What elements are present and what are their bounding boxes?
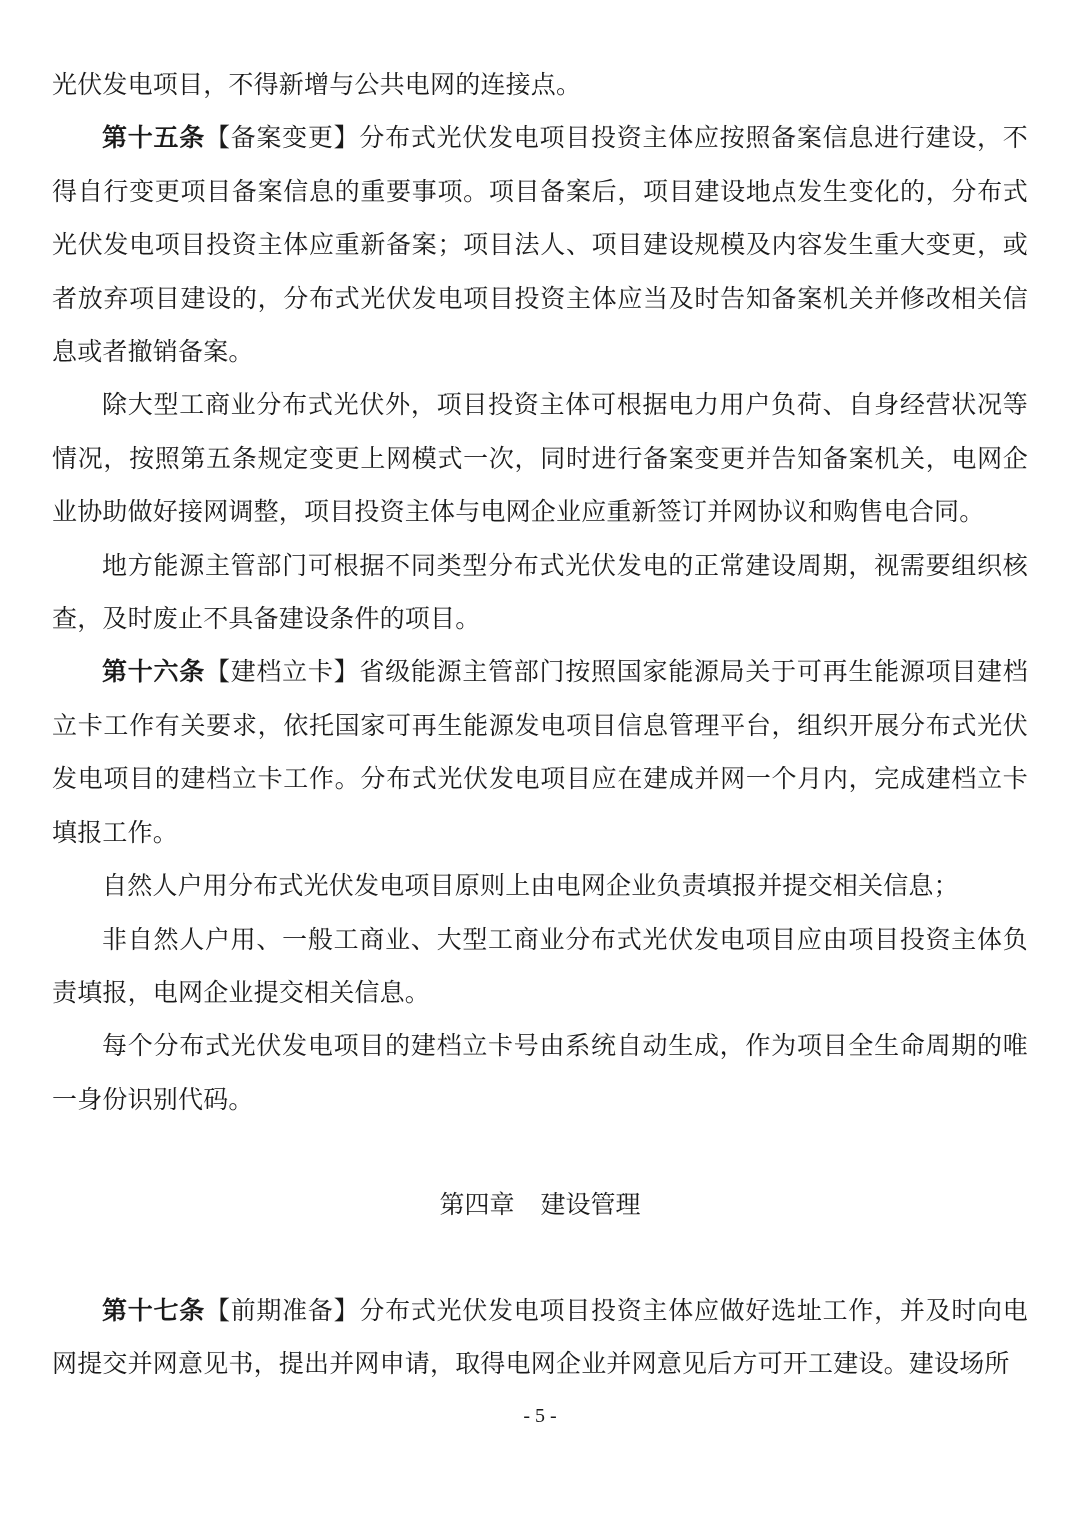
article-16-clause-4 xyxy=(52,1019,1028,1126)
chapter-title: 建设管理 xyxy=(540,1190,641,1220)
article-number: 第十七条 xyxy=(102,1295,205,1325)
paragraph-text: 自然人户用分布式光伏发电项目原则上由电网企业负责填报并提交相关信息； xyxy=(102,871,959,901)
article-15-clause-3 xyxy=(52,539,1028,646)
chapter-heading xyxy=(52,1126,1028,1283)
article-15-clause-2 xyxy=(52,378,1028,538)
article-number: 第十五条 xyxy=(102,123,205,153)
paragraph-text: 【前期准备】分布式光伏发电项目投资主体应做好选址工作，并及时向电网提交并网意见书，提出并网申请，取得电网企业并网意见后方可开工建设。建设场所 xyxy=(52,1295,1028,1378)
paragraph-continuation xyxy=(52,58,1028,111)
paragraph-text: 【建档立卡】省级能源主管部门按照国家能源局关于可再生能源项目建档立卡工作有关要求，依托国家可再生能源发电项目信息管理平台，组织开展分布式光伏发电项目的建档立卡工作。分布式光伏发电项目应在建成并网一个月内，完成建档立卡填报工作。 xyxy=(52,657,1028,847)
paragraph-text: 每个分布式光伏发电项目的建档立卡号由系统自动生成，作为项目全生命周期的唯一身份识别代码。 xyxy=(52,1031,1028,1114)
article-17-paragraph xyxy=(52,1284,1028,1391)
document-body xyxy=(52,58,1028,1390)
paragraph-text: 光伏发电项目，不得新增与公共电网的连接点。 xyxy=(52,70,582,99)
chapter-number: 第四章 xyxy=(439,1190,515,1220)
paragraph-text: 除大型工商业分布式光伏外，项目投资主体可根据电力用户负荷、自身经营状况等情况，按照第五条规定变更上网模式一次，同时进行备案变更并告知备案机关，电网企业协助做好接网调整，项目投资主体与电网企业应重新签订并网协议和购售电合同。 xyxy=(52,390,1028,527)
paragraph-text: 非自然人户用、一般工商业、大型工商业分布式光伏发电项目应由项目投资主体负责填报，电网企业提交相关信息。 xyxy=(52,924,1028,1007)
paragraph-text: 地方能源主管部门可根据不同类型分布式光伏发电的正常建设周期，视需要组织核查，及时废止不具备建设条件的项目。 xyxy=(52,550,1028,634)
article-16-paragraph xyxy=(52,645,1028,859)
article-number: 第十六条 xyxy=(102,657,205,687)
paragraph-text: 【备案变更】分布式光伏发电项目投资主体应按照备案信息进行建设，不得自行变更项目备案信息的重要事项。项目备案后，项目建设地点发生变化的，分布式光伏发电项目投资主体应重新备案；项目法人、项目建设规模及内容发生重大变更，或者放弃项目建设的，分布式光伏发电项目投资主体应当及时告知备案机关并修改相关信息或者撤销备案。 xyxy=(52,123,1028,367)
page-number: - 5 - xyxy=(523,1405,557,1427)
article-15-paragraph xyxy=(52,111,1028,378)
article-16-clause-2 xyxy=(52,859,1028,912)
article-16-clause-3 xyxy=(52,913,1028,1020)
